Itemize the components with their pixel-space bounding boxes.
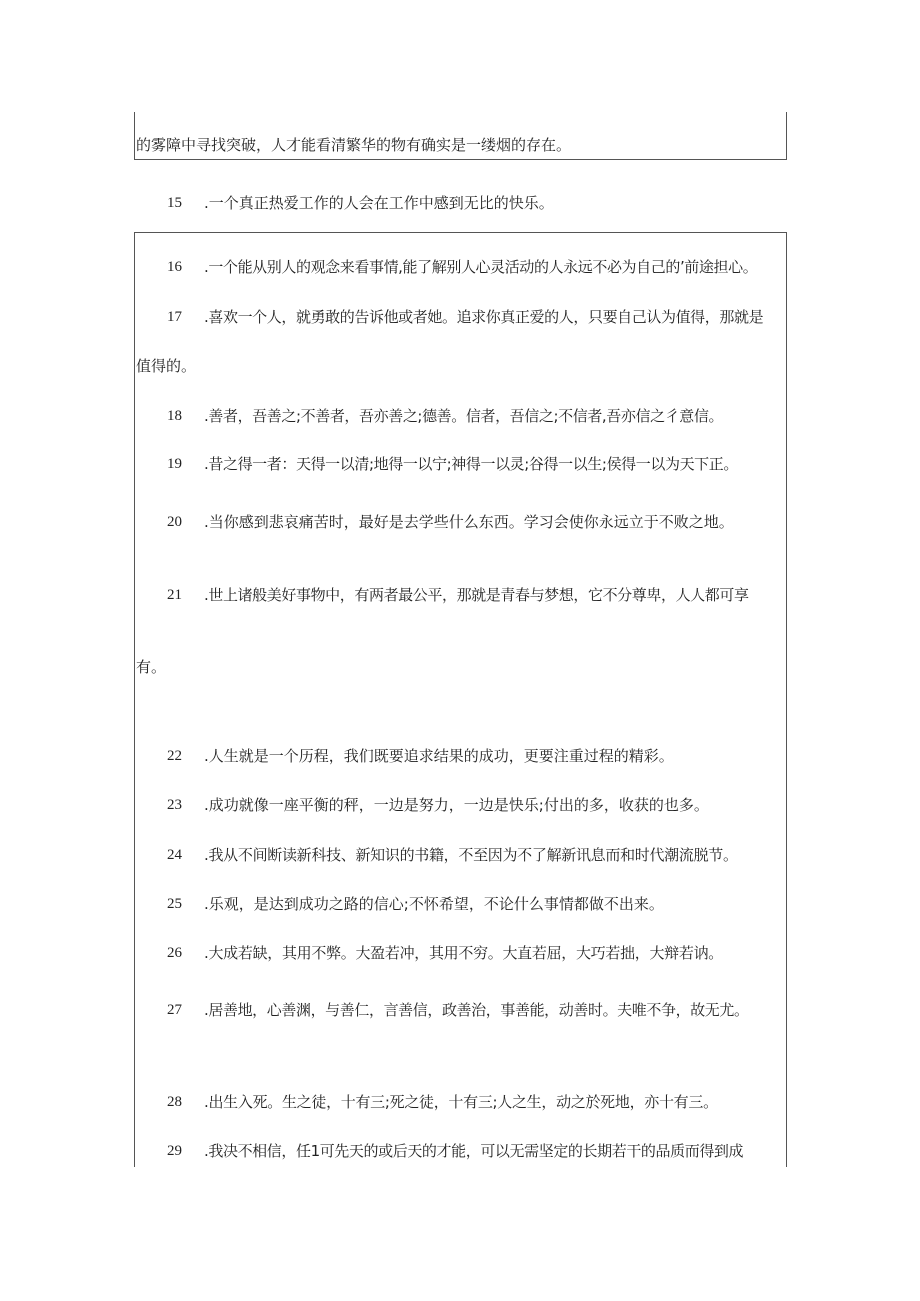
quote-number: 29 bbox=[167, 1143, 182, 1159]
quote-number: 28 bbox=[167, 1094, 182, 1110]
quote-text: .我决不相信，任1可先天的或后天的才能，可以无需坚定的长期若干的品质而得到成 bbox=[204, 1142, 744, 1160]
top-box-left-border bbox=[134, 112, 135, 160]
quote-number: 23 bbox=[167, 797, 182, 813]
main-box-top-border bbox=[134, 232, 787, 233]
quote-text: .喜欢一个人，就勇敢的告诉他或者她。追求你真正爱的人，只要自己认为值得，那就是 bbox=[204, 308, 764, 326]
quote-number: 16 bbox=[167, 259, 182, 275]
top-box-right-border bbox=[786, 112, 787, 160]
quote-number: 19 bbox=[167, 456, 182, 472]
quote-text: .乐观，是达到成功之路的信心;不怀希望，不论什么事情都做不出来。 bbox=[204, 895, 664, 913]
quote-number: 24 bbox=[167, 847, 182, 863]
quote-text: .世上诸般美好事物中，有两者最公平，那就是青春与梦想，它不分尊卑，人人都可享 bbox=[204, 586, 749, 604]
quote-text: .居善地，心善渊，与善仁，言善信，政善治，事善能，动善时。夫唯不争，故无尤。 bbox=[204, 1001, 749, 1019]
quote-text: .善者，吾善之;不善者，吾亦善之;德善。信者，吾信之;不信者,吾亦信之彳意信。 bbox=[204, 407, 724, 425]
quote-continuation-line: 的雾障中寻找突破，人才能看清繁华的物有确实是一缕烟的存在。 bbox=[136, 136, 572, 154]
quote-text: .一个能从别人的观念来看事情,能了解别人心灵活动的人永远不必为自己的’前途担心。 bbox=[204, 258, 758, 276]
quote-text-wrap: 有。 bbox=[136, 658, 167, 676]
quote-text: .人生就是一个历程，我们既要追求结果的成功，更要注重过程的精彩。 bbox=[204, 747, 674, 765]
quote-text: .出生入死。生之徒，十有三;死之徒，十有三;人之生，动之於死地，亦十有三。 bbox=[204, 1093, 718, 1111]
quote-text: .我从不间断读新科技、新知识的书籍，不至因为不了解新讯息而和时代潮流脱节。 bbox=[204, 846, 738, 864]
quote-text: .成功就像一座平衡的秤，一边是努力，一边是快乐;付出的多，收获的也多。 bbox=[204, 796, 709, 814]
quote-number: 15 bbox=[167, 195, 182, 211]
quote-text: .大成若缺，其用不弊。大盈若冲，其用不穷。大直若屈，大巧若拙，大辩若讷。 bbox=[204, 944, 723, 962]
quote-number: 21 bbox=[167, 587, 182, 603]
quote-number: 27 bbox=[167, 1002, 182, 1018]
main-box-left-border bbox=[134, 232, 135, 1167]
top-box-bottom-border bbox=[134, 159, 787, 160]
quote-number: 18 bbox=[167, 408, 182, 424]
quote-text: .一个真正热爱工作的人会在工作中感到无比的快乐。 bbox=[204, 194, 554, 212]
quote-number: 17 bbox=[167, 309, 182, 325]
quote-number: 20 bbox=[167, 514, 182, 530]
quote-text: .昔之得一者：天得一以清;地得一以宁;神得一以灵;谷得一以生;侯得一以为天下正。 bbox=[204, 455, 738, 473]
quote-text: .当你感到悲哀痛苦时，最好是去学些什么东西。学习会使你永远立于不败之地。 bbox=[204, 513, 734, 531]
quote-number: 26 bbox=[167, 945, 182, 961]
main-box-right-border bbox=[786, 232, 787, 1167]
quote-number: 22 bbox=[167, 748, 182, 764]
quote-number: 25 bbox=[167, 896, 182, 912]
quote-text-wrap: 值得的。 bbox=[136, 357, 197, 375]
